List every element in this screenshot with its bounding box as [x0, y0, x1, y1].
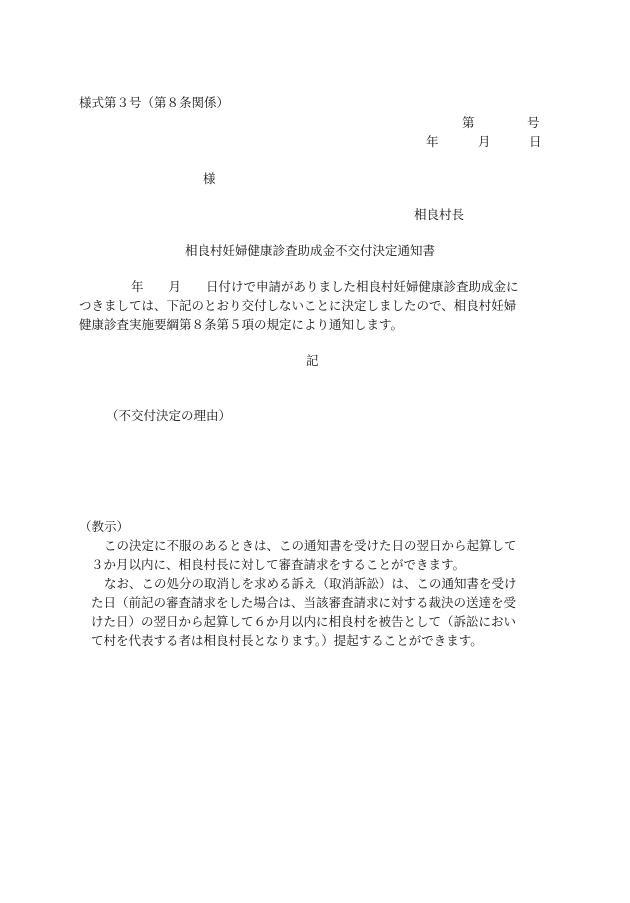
date-month: 月: [478, 134, 491, 149]
date-year: 年: [426, 134, 439, 149]
document-title: 相良村妊婦健康診査助成金不交付決定通知書: [185, 243, 436, 258]
reason-label: （不交付決定の理由）: [106, 408, 232, 423]
instruction-heading: （教示）: [79, 519, 130, 534]
addressee-suffix: 様: [203, 171, 216, 186]
sender-name: 相良村長: [414, 207, 465, 222]
instruction-line-1: この決定に不服のあるときは、この通知書を受けた日の翌日から起算して: [104, 538, 517, 553]
date-day: 日: [529, 134, 542, 149]
instruction-line-3: なお、この処分の取消しを求める訴え（取消訴訟）は、この通知書を受け: [104, 576, 517, 591]
document-number-suffix: 号: [527, 115, 540, 130]
instruction-line-4: た日（前記の審査請求をした場合は、当該審査請求に対する裁決の送達を受: [91, 595, 517, 610]
body-line-3: 健康診査実施要綱第８条第５項の規定により通知します。: [79, 317, 404, 332]
ki-marker: 記: [306, 353, 319, 368]
instruction-line-2: ３か月以内に、相良村長に対して審査請求をすることができます。: [91, 557, 466, 572]
instruction-line-6: て村を代表する者は相良村長となります。）提起することができます。: [91, 633, 483, 648]
document-number-prefix: 第: [462, 115, 475, 130]
instruction-line-5: けた日）の翌日から起算して６か月以内に相良村を被告として（訴訟におい: [91, 614, 517, 629]
form-number: 様式第３号（第８条関係）: [79, 95, 230, 110]
body-line-2: つきましては、下記のとおり交付しないことに決定しましたので、相良村妊婦: [79, 298, 517, 313]
body-line-1: 年 月 日付けで申請がありました相良村妊婦健康診査助成金に: [131, 279, 519, 294]
